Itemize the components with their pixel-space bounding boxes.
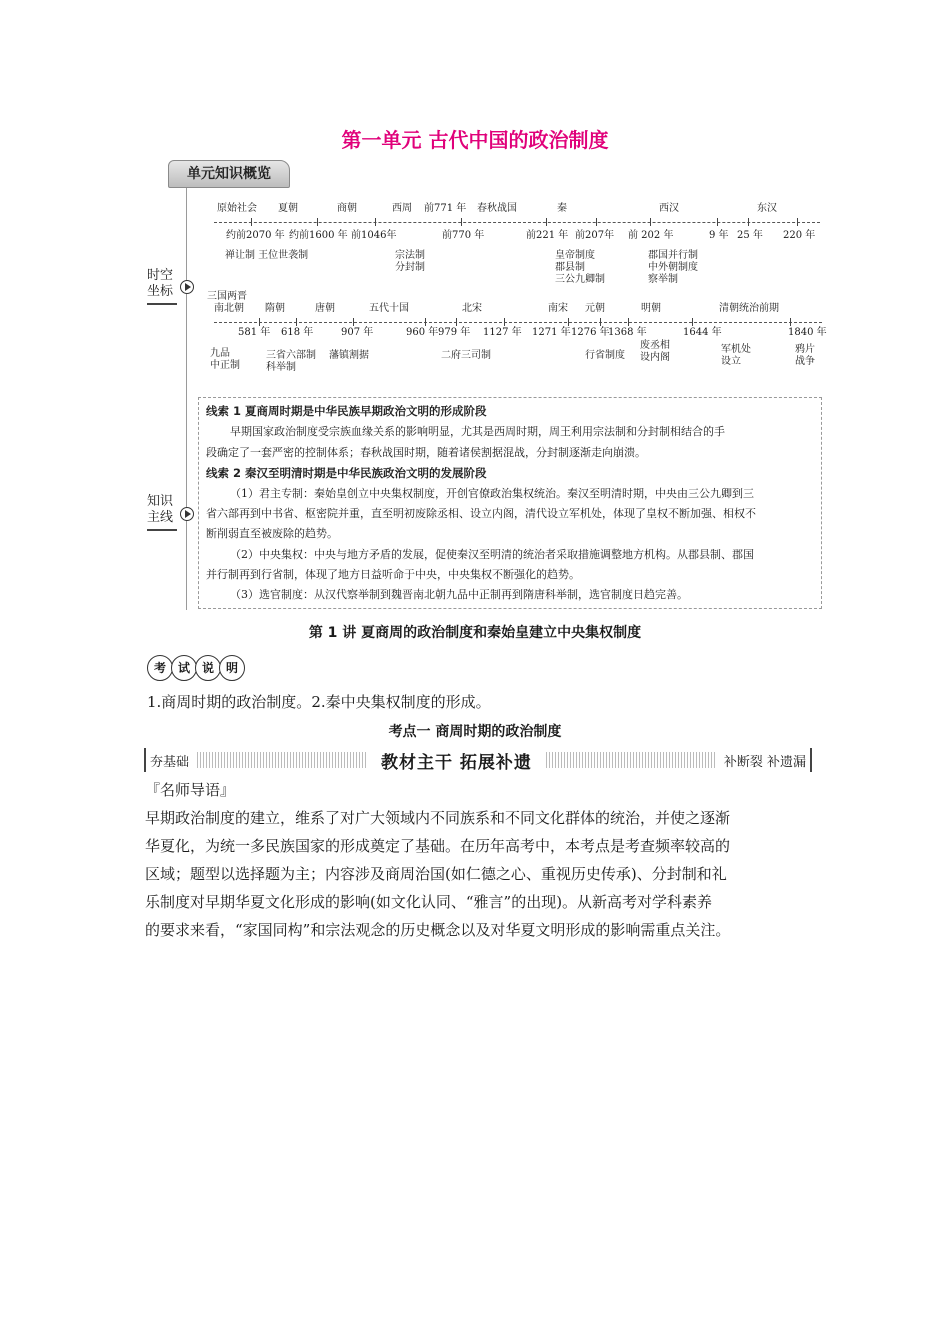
exam-description-badge <box>147 655 243 681</box>
timeline-tick <box>546 218 547 226</box>
date-label: 1127 年 <box>483 327 522 338</box>
side-label-line: 时空 <box>146 268 173 283</box>
timeline-tick <box>461 218 462 226</box>
date-label: 1644 年 <box>683 327 722 338</box>
hatch-decoration <box>197 752 367 768</box>
period-label: 元朝 <box>585 303 605 314</box>
timeline-tick <box>375 218 376 226</box>
threads-side-label <box>144 494 176 526</box>
system-label: 分封制 <box>395 262 425 273</box>
system-label: 战争 <box>795 356 815 367</box>
date-label: 960 年 <box>406 327 439 338</box>
period-label: 夏朝 <box>278 203 298 214</box>
period-label: 五代十国 <box>369 303 409 314</box>
timeline-axis <box>214 322 822 323</box>
period-label: 西汉 <box>659 203 679 214</box>
system-label: 郡县制 <box>555 262 585 273</box>
timeline-tick <box>456 318 457 326</box>
date-label: 9 年 <box>709 230 729 241</box>
system-label: 行省制度 <box>585 350 625 361</box>
guide-line: 乐制度对早期华夏文化形成的影响(如文化认同、“雅言”的出现)。从新高考对学科素养 <box>145 893 713 911</box>
timeline-tick <box>251 218 252 226</box>
unit-title: 第一单元 古代中国的政治制度 <box>341 128 609 152</box>
system-label: 皇帝制度 <box>555 250 595 261</box>
period-label: 南北朝 <box>214 303 244 314</box>
period-label: 隋朝 <box>265 303 285 314</box>
date-label: 前770 年 <box>442 230 485 241</box>
date-label: 前221 年 <box>526 230 569 241</box>
system-label: 禅让制 王位世袭制 <box>225 250 309 261</box>
thread-1-text: 早期国家政治制度受宗族血缘关系的影响明显，尤其是西周时期，周王利用宗法制和分封制相结合的手 <box>230 425 725 438</box>
system-label: 鸦片 <box>795 344 815 355</box>
period-label: 清朝统治前期 <box>719 303 779 314</box>
timeline-tick <box>650 218 651 226</box>
badge-char: 明 <box>219 655 245 681</box>
period-label: 秦 <box>557 203 567 214</box>
date-label: 979 年 <box>438 327 471 338</box>
timeline-tick <box>425 318 426 326</box>
date-label: 前 202 年 <box>628 230 674 241</box>
thread-1-text: 段确定了一套严密的控制体系；春秋战国时期，随着诸侯割据混战，分封制逐渐走向崩溃。 <box>206 446 646 459</box>
date-label: 1840 年 <box>788 327 827 338</box>
period-label: 三国两晋 <box>207 291 247 302</box>
system-label: 三公九卿制 <box>555 274 605 285</box>
period-label: 春秋战国 <box>477 203 517 214</box>
lecture-title: 第 1 讲 夏商周的政治制度和秦始皇建立中央集权制度 <box>308 625 642 641</box>
badge-char: 说 <box>195 655 221 681</box>
date-label: 907 年 <box>341 327 374 338</box>
overview-tab: 单元知识概览 <box>168 160 290 188</box>
play-arrow-icon <box>180 280 194 294</box>
system-label: 中外朝制度 <box>648 262 698 273</box>
timeline-side-label <box>144 268 176 300</box>
system-label: 中正制 <box>210 360 240 371</box>
timeline-tick <box>353 318 354 326</box>
play-arrow-icon <box>180 507 194 521</box>
side-label-line: 坐标 <box>146 284 173 299</box>
thread-2-text: （1）君主专制：秦始皇创立中央集权制度，开创官僚政治集权统治。秦汉至明清时期，中央由三公九卿到三 <box>230 487 754 500</box>
side-label-line: 知识 <box>146 494 173 509</box>
period-label: 前771 年 <box>424 203 467 214</box>
timeline-tick <box>317 218 318 226</box>
section-vertical-line <box>186 188 187 610</box>
exam-items: 1.商周时期的政治制度。2.秦中央集权制度的形成。 <box>147 693 491 711</box>
guide-line: 华夏化，为统一多民族国家的形成奠定了基础。在历年高考中，本考点是考查频率较高的 <box>145 837 731 855</box>
base-bar <box>144 748 812 772</box>
period-label: 商朝 <box>337 203 357 214</box>
guide-line: 的要求来看，“家国同构”和宗法观念的历史概念以及对华夏文明形成的影响需重点关注。 <box>145 921 731 939</box>
system-label: 宗法制 <box>395 250 425 261</box>
system-label: 军机处 <box>721 344 751 355</box>
system-label: 科举制 <box>266 362 296 373</box>
thread-1-heading: 线索 1 夏商周时期是中华民族早期政治文明的形成阶段 <box>206 404 487 418</box>
system-label: 郡国并行制 <box>648 250 698 261</box>
date-label: 25 年 <box>737 230 763 241</box>
timeline-tick <box>568 318 569 326</box>
period-label: 唐朝 <box>315 303 335 314</box>
guide-line: 早期政治制度的建立，维系了对广大领域内不同族系和不同文化群体的统治，并使之逐渐 <box>145 809 731 827</box>
thread-2-heading: 线索 2 秦汉至明清时期是中华民族政治文明的发展阶段 <box>206 466 487 480</box>
base-bar-left: 夯基础 <box>150 754 190 770</box>
system-label: 设立 <box>721 356 741 367</box>
system-label: 二府三司制 <box>441 350 491 361</box>
timeline-tick <box>504 318 505 326</box>
system-label: 废丞相 <box>640 340 670 351</box>
timeline-tick <box>692 318 693 326</box>
thread-2-text: 省六部再到中书省、枢密院并重，直至明初废除丞相、设立内阁，清代设立军机处，体现了皇权不断加强、相权不 <box>206 507 756 520</box>
guide-line: 区域；题型以选择题为主；内容涉及商周治国(如仁德之心、重视历史传承)、分封制和礼 <box>145 865 727 883</box>
kaodian-title: 考点一 商周时期的政治制度 <box>388 724 562 740</box>
date-label: 约前1600 年 <box>289 230 348 241</box>
date-label: 1368 年 <box>608 327 647 338</box>
date-label: 约前2070 年 <box>226 230 285 241</box>
timeline-tick <box>790 318 791 326</box>
system-label: 九品 <box>210 348 230 359</box>
period-label: 南宋 <box>548 303 568 314</box>
badge-char: 试 <box>171 655 197 681</box>
period-label: 北宋 <box>462 303 482 314</box>
date-label: 220 年 <box>783 230 816 241</box>
date-label: 1276 年 <box>571 327 610 338</box>
system-label: 设内阁 <box>640 352 670 363</box>
side-label-underline <box>147 303 177 305</box>
timeline-tick <box>717 218 718 226</box>
thread-2-text: 断削弱直至被废除的趋势。 <box>206 527 338 540</box>
period-label: 原始社会 <box>217 203 257 214</box>
system-label: 察举制 <box>648 274 678 285</box>
date-label: 前1046年 <box>351 230 397 241</box>
date-label: 618 年 <box>281 327 314 338</box>
thread-2-text: 并行制再到行省制，体现了地方日益听命于中央，中央集权不断强化的趋势。 <box>206 568 580 581</box>
badge-char: 考 <box>147 655 173 681</box>
timeline-tick <box>600 318 601 326</box>
thread-2-text: （3）选官制度：从汉代察举制到魏晋南北朝九品中正制再到隋唐科举制，选官制度日趋完善。 <box>230 588 688 601</box>
side-label-line: 主线 <box>146 510 173 525</box>
side-label-underline <box>147 529 177 531</box>
date-label: 581 年 <box>238 327 271 338</box>
thread-2-text: （2）中央集权：中央与地方矛盾的发展，促使秦汉至明清的统治者采取措施调整地方机构。从郡县制、郡国 <box>230 548 754 561</box>
system-label: 三省六部制 <box>266 350 316 361</box>
timeline-tick <box>296 318 297 326</box>
date-label: 前207年 <box>575 230 615 241</box>
timeline-axis <box>214 222 820 223</box>
period-label: 东汉 <box>757 203 777 214</box>
timeline-tick <box>797 218 798 226</box>
hatch-decoration <box>546 752 716 768</box>
period-label: 明朝 <box>641 303 661 314</box>
period-label: 西周 <box>392 203 412 214</box>
timeline-tick <box>628 318 629 326</box>
base-bar-right: 补断裂 补遗漏 <box>723 754 807 770</box>
timeline-tick <box>748 218 749 226</box>
base-bar-center: 教材主干 拓展补遗 <box>380 752 532 773</box>
guide-label: 『名师导语』 <box>145 781 236 799</box>
date-label: 1271 年 <box>532 327 571 338</box>
system-label: 藩镇割据 <box>329 350 369 361</box>
timeline-tick <box>596 218 597 226</box>
timeline-tick <box>259 318 260 326</box>
